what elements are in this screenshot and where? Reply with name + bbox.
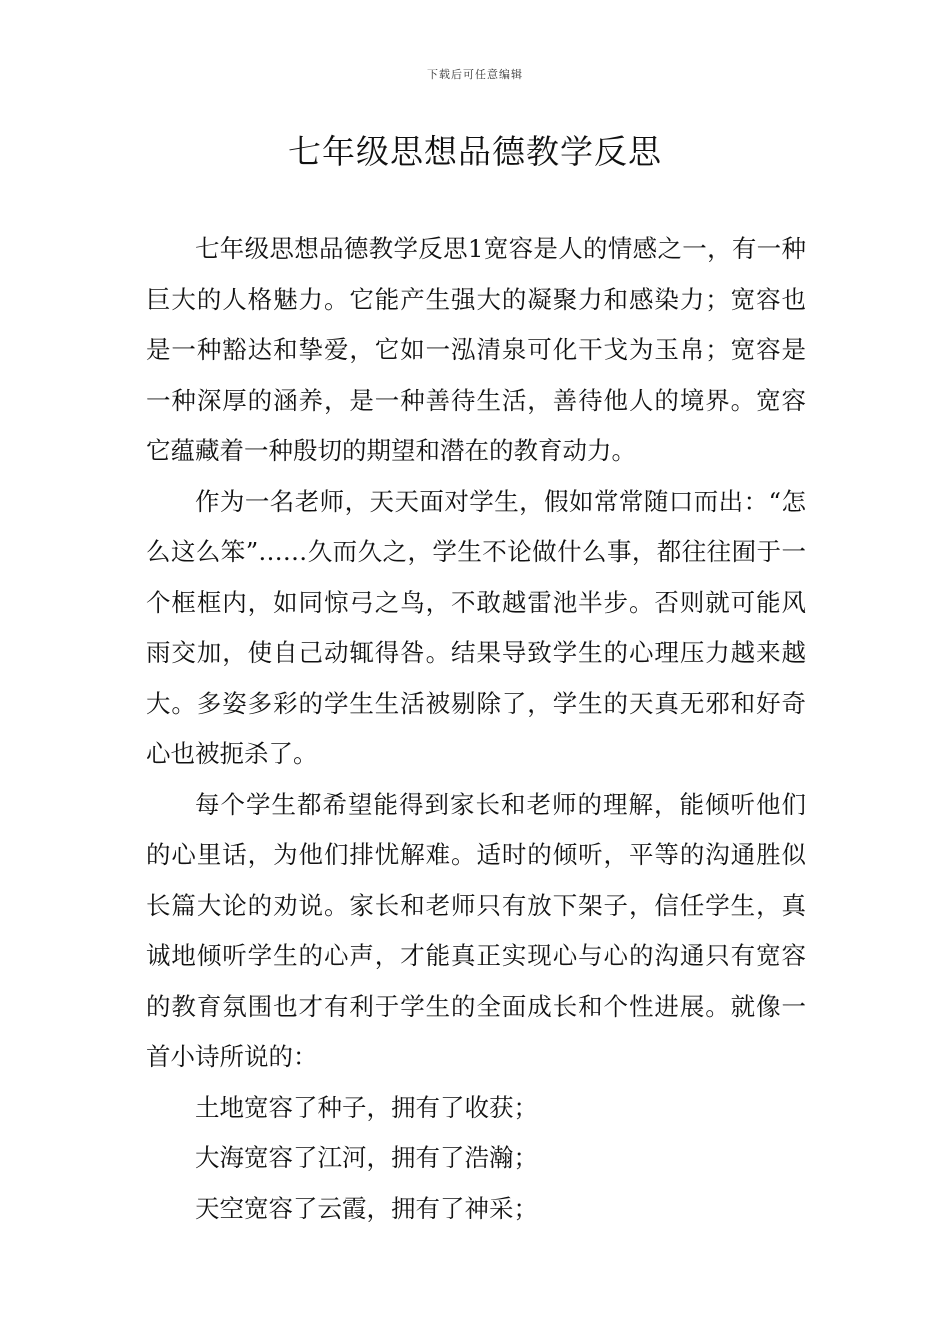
paragraph: 作为一名老师，天天面对学生，假如常常随口而出：“怎么这么笨”……久而久之，学生不论做什么事，都往往囿于一个框框内，如同惊弓之鸟，不敢越雷池半步。否则就可能风雨交加，使自己动辄得咎。结果导致学生的心理压力越来越大。多姿多彩的学生生活被剔除了，学生的天真无邪和好奇心也被扼杀了。	[146, 486, 806, 768]
header-note: 下载后可任意编辑	[427, 68, 523, 81]
document-title: 七年级思想品德教学反思	[288, 132, 662, 171]
document-body	[146, 224, 806, 1234]
verse-line: 土地宽容了种子，拥有了收获；	[195, 1092, 538, 1122]
paragraph: 七年级思想品德教学反思1宽容是人的情感之一，有一种巨大的人格魅力。它能产生强大的凝聚力和感染力；宽容也是一种豁达和挚爱，它如一泓清泉可化干戈为玉帛；宽容是一种深厚的涵养，是一种善待生活，善待他人的境界。宽容它蕴藏着一种殷切的期望和潜在的教育动力。	[146, 234, 806, 465]
paragraph: 每个学生都希望能得到家长和老师的理解，能倾听他们的心里话，为他们排忧解难。适时的倾听，平等的沟通胜似长篇大论的劝说。家长和老师只有放下架子，信任学生，真诚地倾听学生的心声，才能真正实现心与心的沟通只有宽容的教育氛围也才有利于学生的全面成长和个性进展。就像一首小诗所说的：	[146, 789, 806, 1071]
verse-line: 天空宽容了云霞，拥有了神采；	[195, 1193, 538, 1223]
verse-line: 大海宽容了江河，拥有了浩瀚；	[195, 1143, 538, 1172]
